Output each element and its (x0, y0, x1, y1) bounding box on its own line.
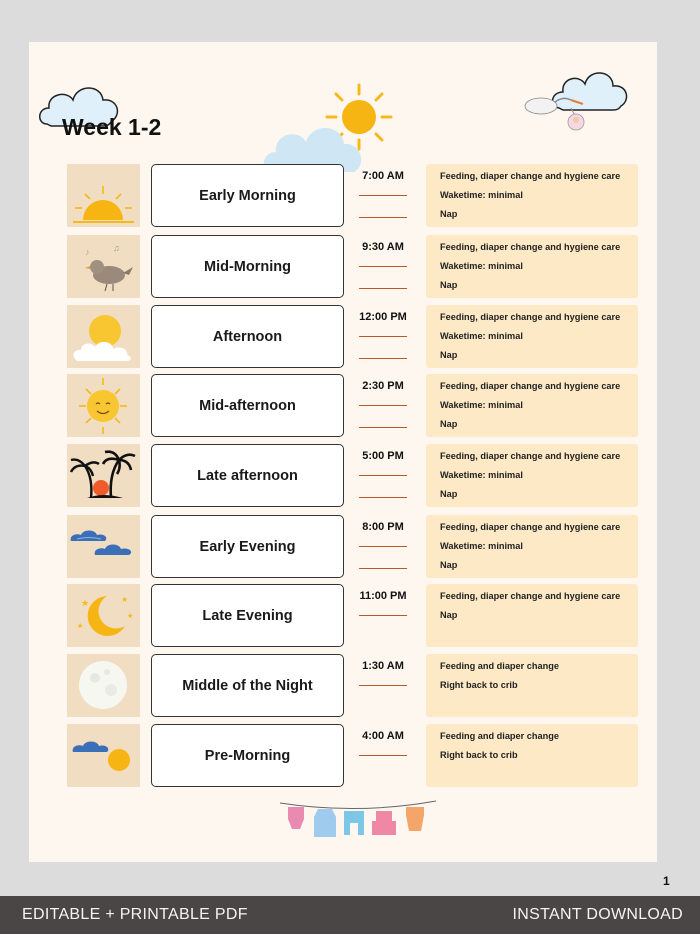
write-in-line[interactable] (359, 217, 407, 218)
time-of-day-label[interactable]: Late Evening (151, 584, 344, 647)
time-of-day-label[interactable]: Early Evening (151, 515, 344, 578)
svg-text:★: ★ (81, 598, 90, 608)
write-in-line[interactable] (359, 358, 407, 359)
activity-note: Nap (440, 610, 458, 620)
write-in-line[interactable] (359, 546, 407, 547)
svg-text:♫: ♫ (113, 243, 120, 253)
schedule-row (67, 305, 638, 368)
time-of-day-label[interactable]: Middle of the Night (151, 654, 344, 717)
activity-note: Waketime: minimal (440, 470, 523, 480)
time-of-day-label[interactable]: Late afternoon (151, 444, 344, 507)
activity-note: Right back to crib (440, 750, 518, 760)
write-in-line[interactable] (359, 615, 407, 616)
activity-note: Feeding, diaper change and hygiene care (440, 381, 621, 391)
schedule-row (67, 515, 638, 578)
time-of-day-label[interactable]: Pre-Morning (151, 724, 344, 787)
time-of-day-label[interactable]: Early Morning (151, 164, 344, 227)
activity-note: Feeding and diaper change (440, 731, 559, 741)
activity-note: Nap (440, 209, 458, 219)
schedule-row (67, 444, 638, 507)
write-in-line[interactable] (359, 427, 407, 428)
activity-note: Waketime: minimal (440, 400, 523, 410)
sunrise-icon (67, 164, 140, 227)
time-text: 12:00 PM (359, 311, 407, 323)
cloud-sun-icon (67, 724, 140, 787)
page-number: 1 (663, 874, 670, 888)
footer-right-text: INSTANT DOWNLOAD (512, 906, 683, 923)
clothesline-icon (278, 797, 438, 847)
activity-notes (426, 444, 638, 507)
schedule-row (67, 374, 638, 437)
svg-text:★: ★ (127, 613, 134, 620)
activity-notes (426, 584, 638, 647)
activity-note: Feeding, diaper change and hygiene care (440, 591, 621, 601)
write-in-line[interactable] (359, 497, 407, 498)
time-text: 1:30 AM (362, 660, 404, 672)
time-text: 8:00 PM (362, 521, 404, 533)
activity-note: Waketime: minimal (440, 261, 523, 271)
write-in-line[interactable] (359, 195, 407, 196)
schedule-row (67, 235, 638, 298)
activity-note: Waketime: minimal (440, 331, 523, 341)
write-in-line[interactable] (359, 288, 407, 289)
clouds-icon (67, 515, 140, 578)
activity-notes (426, 515, 638, 578)
time-of-day-label[interactable]: Afternoon (151, 305, 344, 368)
schedule-row (67, 164, 638, 227)
activity-note: Feeding, diaper change and hygiene care (440, 242, 621, 252)
activity-notes (426, 374, 638, 437)
activity-note: Nap (440, 350, 458, 360)
time-text: 2:30 PM (362, 380, 404, 392)
activity-note: Nap (440, 560, 458, 570)
activity-note: Feeding, diaper change and hygiene care (440, 171, 621, 181)
footer-banner (0, 896, 700, 934)
svg-text:★: ★ (77, 623, 84, 630)
activity-notes (426, 164, 638, 227)
svg-text:♪: ♪ (85, 247, 90, 257)
smiling-sun-icon (67, 374, 140, 437)
bird-icon (67, 235, 140, 298)
schedule-row (67, 654, 638, 717)
write-in-line[interactable] (359, 755, 407, 756)
activity-note: Feeding, diaper change and hygiene care (440, 522, 621, 532)
activity-note: Nap (440, 489, 458, 499)
sun-cloud-icon (67, 305, 140, 368)
activity-note: Nap (440, 280, 458, 290)
activity-notes (426, 305, 638, 368)
write-in-line[interactable] (359, 336, 407, 337)
time-text: 7:00 AM (362, 170, 404, 182)
activity-note: Feeding and diaper change (440, 661, 559, 671)
page-title: Week 1-2 (62, 114, 162, 140)
palm-sunset-icon (67, 444, 140, 507)
full-moon-icon (67, 654, 140, 717)
write-in-line[interactable] (359, 685, 407, 686)
write-in-line[interactable] (359, 475, 407, 476)
planner-page (29, 42, 670, 888)
write-in-line[interactable] (359, 405, 407, 406)
time-of-day-label[interactable]: Mid-Morning (151, 235, 344, 298)
activity-notes (426, 724, 638, 787)
stork-icon (519, 92, 589, 134)
time-text: 11:00 PM (359, 590, 407, 602)
moon-stars-icon (67, 584, 140, 647)
activity-note: Nap (440, 419, 458, 429)
footer-left-text: EDITABLE + PRINTABLE PDF (22, 906, 248, 923)
activity-note: Waketime: minimal (440, 541, 523, 551)
schedule-row (67, 584, 638, 647)
time-text: 9:30 AM (362, 241, 404, 253)
svg-text:★: ★ (121, 595, 129, 604)
activity-note: Feeding, diaper change and hygiene care (440, 312, 621, 322)
write-in-line[interactable] (359, 568, 407, 569)
schedule-row (67, 724, 638, 787)
activity-note: Right back to crib (440, 680, 518, 690)
time-text: 5:00 PM (362, 450, 404, 462)
activity-notes (426, 235, 638, 298)
activity-note: Feeding, diaper change and hygiene care (440, 451, 621, 461)
activity-note: Waketime: minimal (440, 190, 523, 200)
write-in-line[interactable] (359, 266, 407, 267)
time-of-day-label[interactable]: Mid-afternoon (151, 374, 344, 437)
time-text: 4:00 AM (362, 730, 404, 742)
activity-notes (426, 654, 638, 717)
